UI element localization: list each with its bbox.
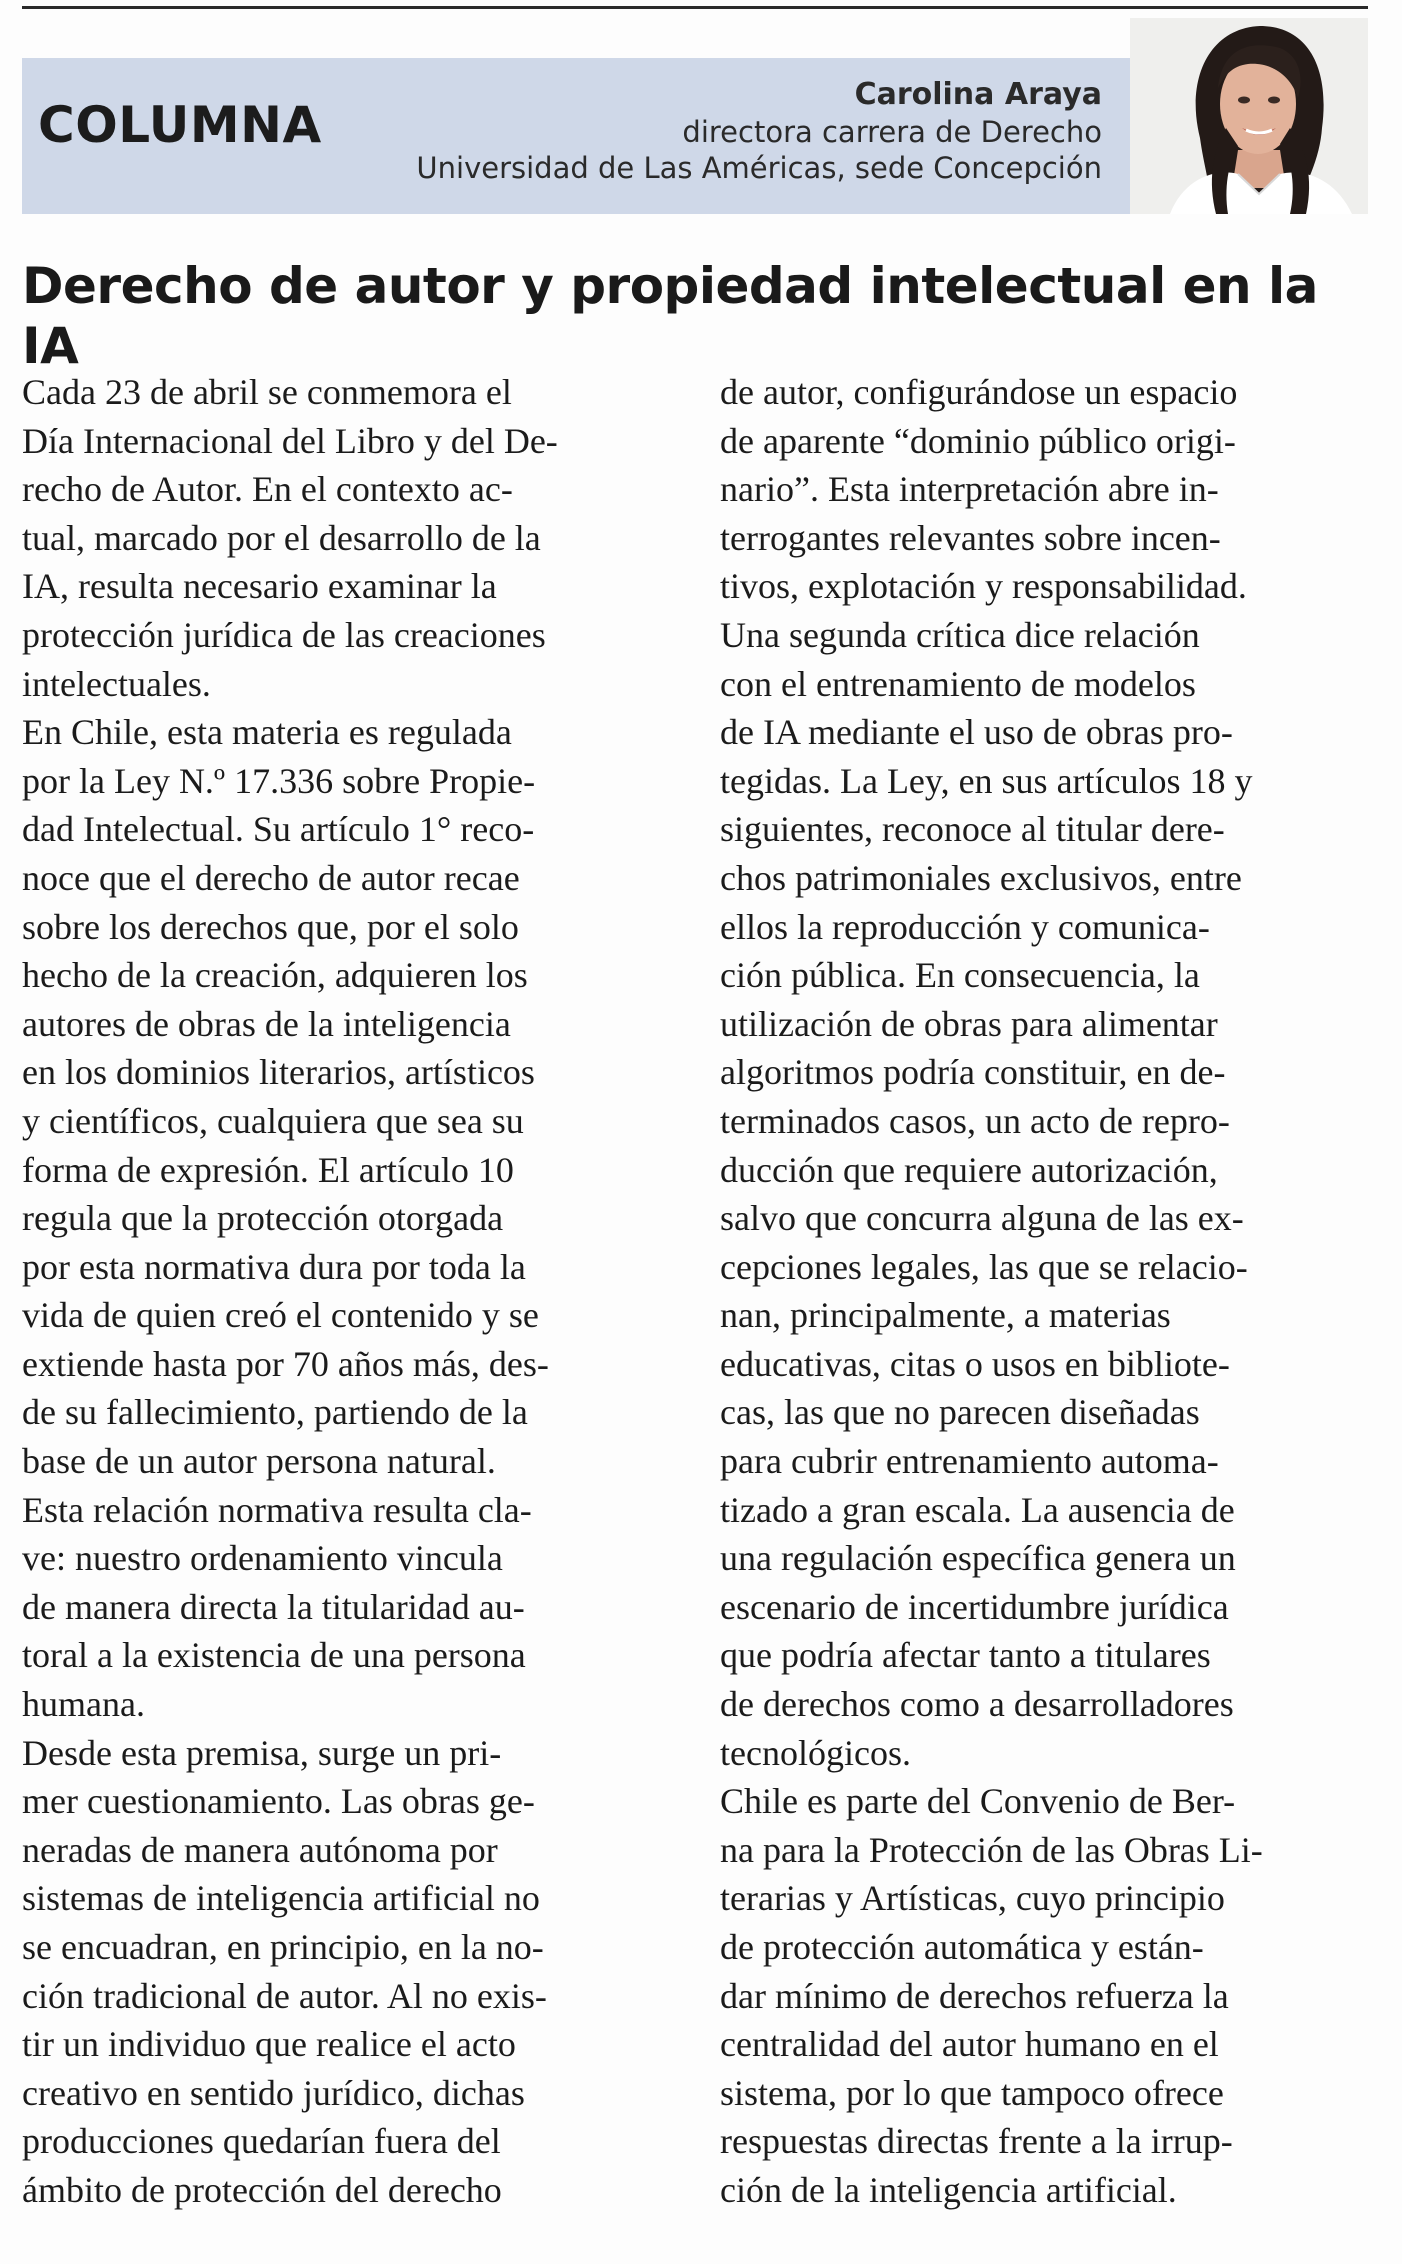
article-text-line: nario”. Esta interpretación abre in-: [720, 469, 1219, 510]
article-text-line: ámbito de protección del derecho: [22, 2169, 502, 2210]
article-text-line: en los dominios literarios, artísticos: [22, 1052, 535, 1093]
article-text-line: ción tradicional de autor. Al no exis-: [22, 1975, 547, 2016]
article-text-line: tegidas. La Ley, en sus artículos 18 y: [720, 760, 1253, 801]
article-text-line: dar mínimo de derechos refuerza la: [720, 1975, 1229, 2016]
article-text-line: de manera directa la titularidad au-: [22, 1586, 525, 1627]
article-text-line: humana.: [22, 1684, 145, 1725]
article-text-line: regula que la protección otorgada: [22, 1198, 504, 1239]
article-text-line: terminados casos, un acto de repro-: [720, 1100, 1230, 1141]
article-text-line: que podría afectar tanto a titulares: [720, 1635, 1211, 1676]
article-text-line: base de un autor persona natural.: [22, 1441, 496, 1482]
article-text-line: por esta normativa dura por toda la: [22, 1246, 526, 1287]
article-text-line: IA, resulta necesario examinar la: [22, 566, 497, 607]
article-text-line: Día Internacional del Libro y del De-: [22, 420, 558, 461]
article-text-line: noce que el derecho de autor recae: [22, 857, 520, 898]
article-text-line: ve: nuestro ordenamiento vincula: [22, 1538, 503, 1579]
article-column-left: [22, 368, 672, 2215]
article-text-line: intelectuales.: [22, 663, 211, 704]
article-text-line: con el entrenamiento de modelos: [720, 663, 1196, 704]
article-text-line: educativas, citas o usos en bibliote-: [720, 1343, 1230, 1384]
article-text-line: vida de quien creó el contenido y se: [22, 1295, 539, 1336]
article-text-line: algoritmos podría constituir, en de-: [720, 1052, 1226, 1093]
article-text-line: producciones quedarían fuera del: [22, 2121, 501, 2162]
author-photo: [1130, 18, 1368, 214]
article-text-line: extiende hasta por 70 años más, des-: [22, 1343, 549, 1384]
article-text-line: protección jurídica de las creaciones: [22, 614, 546, 655]
article-text-line: sobre los derechos que, por el solo: [22, 906, 519, 947]
article-text-line: utilización de obras para alimentar: [720, 1003, 1218, 1044]
article-text-line: toral a la existencia de una persona: [22, 1635, 526, 1676]
author-role: directora carrera de Derecho: [682, 115, 1102, 149]
article-text-line: tizado a gran escala. La ausencia de: [720, 1489, 1235, 1530]
article-text-line: Chile es parte del Convenio de Ber-: [720, 1781, 1236, 1822]
article-text-line: tir un individuo que realice el acto: [22, 2024, 516, 2065]
article-text-line: nan, principalmente, a materias: [720, 1295, 1171, 1336]
article-text-line: Desde esta premisa, surge un pri-: [22, 1732, 502, 1773]
article-text-line: de autor, configurándose un espacio: [720, 372, 1238, 412]
article-text-line: para cubrir entrenamiento automa-: [720, 1441, 1219, 1482]
article-text-line: tual, marcado por el desarrollo de la: [22, 517, 541, 558]
article-text-line: de aparente “dominio público origi-: [720, 420, 1236, 461]
article-text-line: centralidad del autor humano en el: [720, 2024, 1219, 2065]
article-text-line: respuestas directas frente a la irrup-: [720, 2121, 1233, 2162]
article-text-line: ción de la inteligencia artificial.: [720, 2169, 1177, 2210]
article-text-line: mer cuestionamiento. Las obras ge-: [22, 1781, 535, 1822]
article-text-line: de protección automática y están-: [720, 1927, 1204, 1967]
article-text-line: siguientes, reconoce al titular dere-: [720, 809, 1225, 850]
article-text-line: y científicos, cualquiera que sea su: [22, 1100, 524, 1141]
article-text-line: terrogantes relevantes sobre incen-: [720, 517, 1221, 558]
article-text-line: tecnológicos.: [720, 1732, 911, 1773]
article-text-line: de IA mediante el uso de obras pro-: [720, 712, 1233, 753]
article-text-line: neradas de manera autónoma por: [22, 1829, 498, 1870]
top-rule: [22, 6, 1368, 9]
article-text-line: chos patrimoniales exclusivos, entre: [720, 857, 1242, 898]
article-text-line: ellos la reproducción y comunica-: [720, 906, 1210, 947]
article-text-line: por la Ley N.º 17.336 sobre Propie-: [22, 760, 536, 801]
article-text-line: sistemas de inteligencia artificial no: [22, 1878, 540, 1919]
article-text-line: cepciones legales, las que se relacio-: [720, 1246, 1248, 1287]
article-text-line: na para la Protección de las Obras Li-: [720, 1829, 1263, 1870]
author-portrait-icon: [1130, 18, 1368, 214]
article-text-line: sistema, por lo que tampoco ofrece: [720, 2072, 1224, 2113]
article-text-line: dad Intelectual. Su artículo 1° reco-: [22, 809, 535, 850]
article-text-line: una regulación específica genera un: [720, 1538, 1236, 1579]
article-text-line: de su fallecimiento, partiendo de la: [22, 1392, 528, 1433]
article-text-line: ción pública. En consecuencia, la: [720, 955, 1200, 996]
article-text-line: se encuadran, en principio, en la no-: [22, 1927, 544, 1967]
article-text-line: Cada 23 de abril se conmemora el: [22, 372, 512, 412]
article-text-line: de derechos como a desarrolladores: [720, 1684, 1234, 1725]
article-text-line: salvo que concurra alguna de las ex-: [720, 1198, 1244, 1239]
article-text-line: creativo en sentido jurídico, dichas: [22, 2072, 525, 2113]
article-headline: Derecho de autor y propiedad intelectual en la IA: [22, 257, 1318, 375]
article-text-line: recho de Autor. En el contexto ac-: [22, 469, 513, 510]
author-byline: [416, 76, 1102, 186]
article-text-line: terarias y Artísticas, cuyo principio: [720, 1878, 1225, 1919]
article-text-line: cas, las que no parecen diseñadas: [720, 1392, 1200, 1433]
article-text-line: hecho de la creación, adquieren los: [22, 955, 528, 996]
article-text-line: Esta relación normativa resulta cla-: [22, 1489, 532, 1530]
article-text-line: Una segunda crítica dice relación: [720, 614, 1200, 655]
author-affiliation: Universidad de Las Américas, sede Concepción: [416, 151, 1102, 185]
article-text-line: tivos, explotación y responsabilidad.: [720, 566, 1247, 607]
article-text-line: forma de expresión. El artículo 10: [22, 1149, 514, 1190]
article-text-line: ducción que requiere autorización,: [720, 1149, 1218, 1190]
section-label: COLUMNA: [38, 96, 322, 154]
article-text-line: En Chile, esta materia es regulada: [22, 712, 512, 753]
author-name: Carolina Araya: [854, 77, 1102, 112]
article-text-line: autores de obras de la inteligencia: [22, 1003, 511, 1044]
article-text-line: escenario de incertidumbre jurídica: [720, 1586, 1229, 1627]
article-column-right: [720, 368, 1370, 2215]
